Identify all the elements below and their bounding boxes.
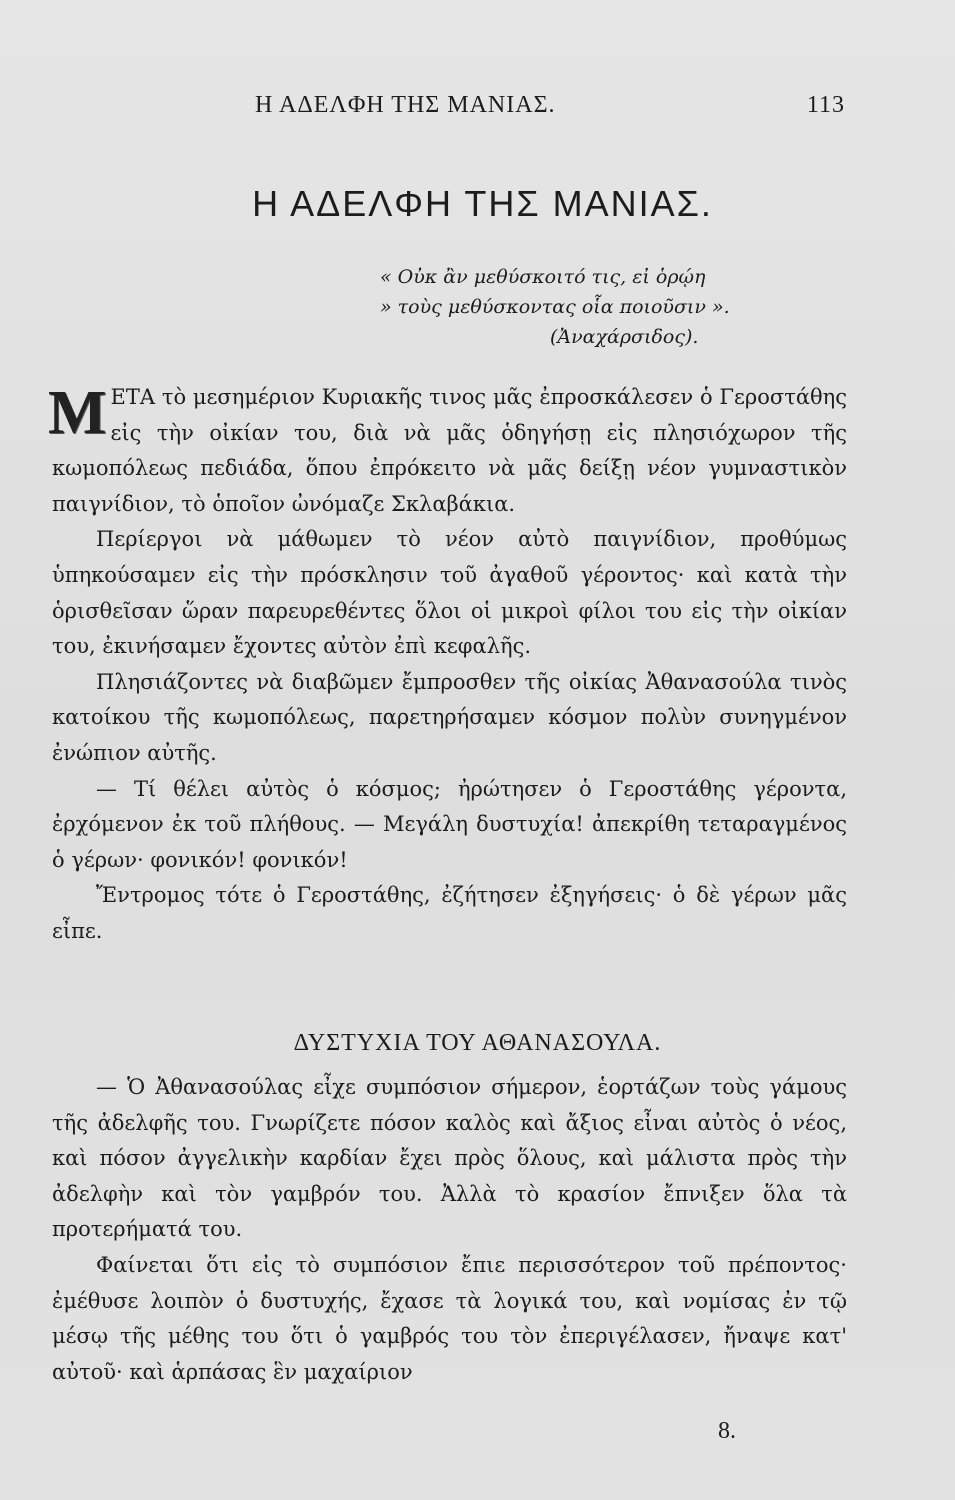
body-text-section [52, 1070, 847, 1390]
paragraph: Ἔντρομος τότε ὁ Γεροστάθης, ἐζήτησεν ἐξηγήσεις· ὁ δὲ γέρων μᾶς εἶπε. [52, 883, 847, 943]
paragraph-text: ΕΤΑ τὸ μεσημέριον Κυριακῆς τινος μᾶς ἐπροσκάλεσεν ὁ Γεροστάθης εἰς τὴν οἰκίαν του, διὰ νὰ μᾶς ὁδηγήσῃ εἰς πλησιόχωρον τῆς κωμοπόλεως πεδιάδα, ὅπου ἐπρόκειτο νὰ μᾶς δείξῃ νέον γυμναστικὸν παιγνίδιον, τὸ ὁποῖον ὠνόμαζε Σκλαβάκια. [52, 385, 847, 516]
paragraph: Περίεργοι νὰ μάθωμεν τὸ νέον αὐτὸ παιγνίδιον, προθύμως ὑπηκούσαμεν εἰς τὴν πρόσκλησιν τοῦ ἀγαθοῦ γέροντος· καὶ κατὰ τὴν ὁρισθεῖσαν ὥραν παρευρεθέντες ὅλοι οἱ μικροὶ φίλοι του εἰς τὴν οἰκίαν του, ἐκινήσαμεν ἔχοντες αὐτὸν ἐπὶ κεφαλῆς. [52, 527, 847, 659]
paragraph: — Τί θέλει αὐτὸς ὁ κόσμος; ἠρώτησεν ὁ Γεροστάθης γέροντα, ἐρχόμενον ἐκ τοῦ πλήθους. — Μεγάλη δυστυχία! ἀπεκρίθη τεταραγμένος ὁ γέρων· φονικόν! φονικόν! [52, 776, 847, 872]
drop-cap: Μ [48, 379, 107, 447]
section-title: ΔΥΣΤΥΧΙΑ ΤΟΥ ΑΘΑΝΑΣΟΥΛΑ. [293, 1030, 662, 1056]
paragraph: — Ὁ Ἀθανασούλας εἶχε συμπόσιον σήμερον, ἑορτάζων τοὺς γάμους τῆς ἀδελφῆς του. Γνωρίζετε πόσον καλὸς καὶ ἄξιος εἶναι αὐτὸς ὁ νέος, καὶ πόσον ἀγγελικὴν καρδίαν ἔχει πρὸς ὅλους, καὶ μάλιστα πρὸς τὴν ἀδελφὴν καὶ τὸν γαμβρόν του. Ἀλλὰ τὸ κρασίον ἔπνιξεν ὅλα τὰ προτερήματά του. [52, 1075, 847, 1242]
paragraph [48, 379, 847, 522]
epigraph [380, 262, 840, 352]
signature-mark: 8. [718, 1418, 736, 1444]
page-number: 113 [806, 92, 845, 118]
body-text [48, 379, 847, 950]
paragraph: Φαίνεται ὅτι εἰς τὸ συμπόσιον ἔπιε περισσότερον τοῦ πρέποντος· ἐμέθυσε λοιπὸν ὁ δυστυχής, ἔχασε τὰ λογικά του, καὶ νομίσας ἐν τῷ μέσῳ τῆς μέθης του ὅτι ὁ γαμβρός του τὸν ἐπεριγέλασεν, ἤναψε κατ' αὐτοῦ· καὶ ἁρπάσας ἓν μαχαίριον [52, 1252, 847, 1384]
chapter-title: Η ΑΔΕΛΦΗ ΤΗΣ ΜΑΝΙΑΣ. [252, 183, 713, 224]
running-title: Η ΑΔΕΛΦΗ ΤΗΣ ΜΑΝΙΑΣ. [255, 92, 556, 118]
epigraph-line: » τοὺς μεθύσκοντας οἷα ποιοῦσιν ». [380, 296, 730, 318]
epigraph-attribution: (Ἀναχάρσιδος). [550, 326, 699, 348]
epigraph-line: « Οὐκ ἂν μεθύσκοιτό τις, εἰ ὁρῴη [380, 266, 706, 288]
paragraph: Πλησιάζοντες νὰ διαβῶμεν ἔμπροσθεν τῆς οἰκίας Ἀθανασούλα τινὸς κατοίκου τῆς κωμοπόλεως, παρετηρήσαμεν κόσμον πολὺν συνηγμένον ἐνώπιον αὐτῆς. [52, 669, 847, 765]
